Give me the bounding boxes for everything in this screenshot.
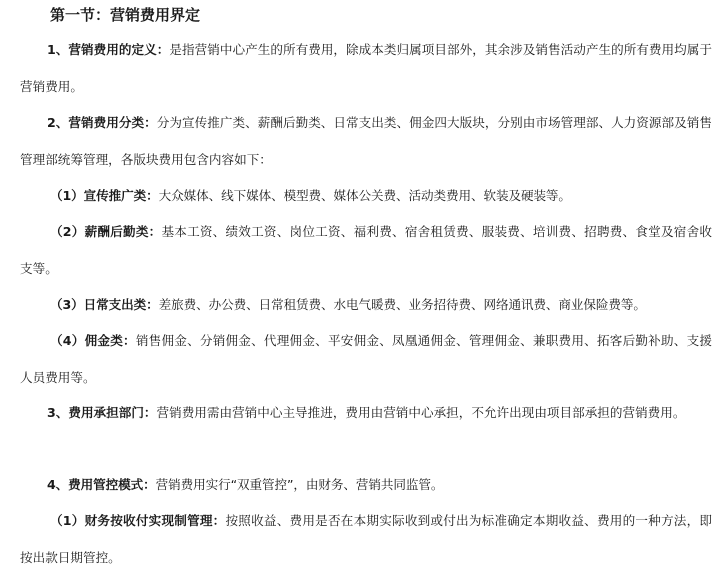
paragraph-definition	[20, 32, 712, 105]
paragraph-promotion	[20, 178, 712, 215]
paragraph-label: 1、营销费用的定义：	[47, 42, 170, 57]
paragraph-text: 基本工资、绩效工资、岗位工资、福利费、宿舍租赁费、服装费、培训费、招聘费、食堂及宿舍收支等。	[20, 224, 713, 276]
paragraph-text: 营销费用需由营销中心主导推进，费用由营销中心承担，不允许出现由项目部承担的营销费用。	[156, 405, 686, 420]
paragraph-text: 销售佣金、分销佣金、代理佣金、平安佣金、凤凰通佣金、管理佣金、兼职费用、拓客后勤补助、支援人员费用等。	[20, 333, 713, 385]
paragraph-text: 差旅费、办公费、日常租赁费、水电气暖费、业务招待费、网络通讯费、商业保险费等。	[158, 297, 646, 312]
paragraph-cash-basis	[20, 503, 712, 576]
paragraph-label: （4）佣金类：	[50, 333, 136, 348]
paragraph-label: （3）日常支出类：	[50, 297, 159, 312]
paragraph-label: 4、费用管控模式：	[47, 477, 156, 492]
paragraph-department	[20, 395, 712, 432]
paragraph-daily	[20, 287, 712, 324]
paragraph-label: （1）财务按收付实现制管理：	[50, 513, 226, 528]
paragraph-text: 营销费用实行“双重管控”，由财务、营销共同监管。	[155, 477, 444, 492]
paragraph-text: 是指营销中心产生的所有费用，除成本类归属项目部外，其余涉及销售活动产生的所有费用均属于营销费用。	[20, 42, 713, 94]
section-title: 第一节：营销费用界定	[50, 6, 201, 24]
paragraph-label: 2、营销费用分类：	[47, 115, 157, 130]
paragraph-text: 大众媒体、线下媒体、模型费、媒体公关费、活动类费用、软装及硬装等。	[158, 188, 571, 203]
paragraph-label: （2）薪酬后勤类：	[50, 224, 162, 239]
paragraph-label: 3、费用承担部门：	[47, 405, 157, 420]
paragraph-text: 按照收益、费用是否在本期实际收到或付出为标准确定本期收益、费用的一种方法，即按出款日期管控。	[20, 513, 713, 565]
paragraph-text: 分为宣传推广类、薪酬后勤类、日常支出类、佣金四大版块，分别由市场管理部、人力资源部及销售管理部统筹管理，各版块费用包含内容如下：	[20, 115, 712, 167]
paragraph-label: （1）宣传推广类：	[50, 188, 159, 203]
paragraph-salary	[20, 214, 712, 287]
paragraph-classification	[20, 105, 712, 178]
paragraph-control-mode	[20, 467, 712, 504]
paragraph-commission	[20, 323, 712, 396]
